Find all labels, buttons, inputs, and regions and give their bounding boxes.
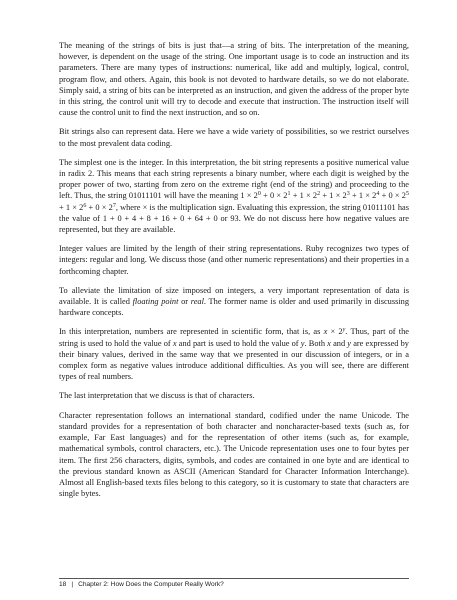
- italic-text: floating point: [132, 297, 179, 307]
- footer-divider: [59, 578, 409, 579]
- superscript-exponent: 7: [112, 202, 116, 209]
- text-run: . Thus, part of the string is used to hold the value of: [59, 327, 409, 348]
- text-run: + 0 × 2: [260, 191, 288, 201]
- italic-text: x: [327, 338, 331, 348]
- superscript-exponent: 5: [405, 191, 409, 198]
- text-run: To alleviate the limitation of size imposed on integers, a very important representation of data is available. It is called: [59, 285, 409, 307]
- italic-text: x: [323, 327, 328, 337]
- text-run: + 0 × 2: [379, 191, 406, 201]
- text-run: Integer values are limited by the length of their string representations. Ruby recognizes two types of integers: regular and long. We discuss those (and other numeric representations) and their properties in a forthcoming chapter.: [59, 244, 409, 276]
- superscript-exponent: 6: [83, 202, 87, 209]
- paragraph: [59, 390, 409, 401]
- text-run: + 1 × 2: [349, 191, 377, 201]
- text-run: . The former name is older and used primarily in discussing hardware concepts.: [59, 297, 409, 318]
- paragraph: [59, 126, 409, 148]
- text-run: are expressed by their binary values, derived in the same way that we presented in our discussion of integers, or in a complex form as negative values introduce additional difficulties. As you will see, there are different types of real numbers.: [59, 338, 409, 382]
- superscript-exponent: 2: [317, 191, 321, 198]
- text-run: + 1 × 2: [59, 202, 84, 212]
- text-run: + 1 × 2: [290, 191, 318, 201]
- text-run: The meaning of the strings of bits is just that—a string of bits. The interpretation of the meaning, however, is dependent on the usage of the string. One important usage is to code an instruction and its parameters. There are many types of instructions: numerical, like add and multiply, logical, control, program flow, and others. Again, this book is not devoted to hardware details, so we do not elaborate. Simply said, a string of bits can be interpreted as an instruction, and given the address of the proper byte in this string, the control unit will try to decode and execute that instruction. The instruction itself will cause the control unit to find the next instruction, and so on.: [59, 41, 409, 118]
- paragraph: [59, 40, 409, 118]
- text-run: + 1 × 2: [320, 191, 347, 201]
- paragraph: [59, 326, 409, 382]
- text-run: + 0 × 2: [86, 202, 113, 212]
- superscript-exponent: 0: [257, 191, 261, 198]
- text-run: In this interpretation, numbers are represented in scientific form, that is, as: [59, 327, 324, 337]
- page-number: 18: [59, 581, 67, 588]
- superscript-exponent: 1: [287, 191, 291, 198]
- page-body: [59, 40, 409, 507]
- text-run: , where × is the multiplication sign. Evaluating this expression, the string 01011101 has the value of 1 + 0 + 4 + 8 + 16 + 0 + 64 + 0 or 93. We do not discuss here how negative values are represented, but they are available.: [59, 202, 409, 235]
- text-run: The simplest one is the integer. In this interpretation, the bit string represents a positive numerical value in radix 2. This means that each string represents a binary number, where each digit is weighed by the proper power of two, starting from zero on the extreme right (end of the string) and proceeding to the left. Thus, the string 01011101 will have the meaning 1 × 2: [59, 157, 409, 201]
- chapter-title: Chapter 2: How Does the Computer Really Work?: [78, 581, 224, 588]
- text-run: Bit strings also can represent data. Here we have a wide variety of possibilities, so we restrict ourselves to the most prevalent data coding.: [59, 127, 409, 148]
- text-run: or: [178, 297, 191, 307]
- page-footer: [59, 581, 224, 588]
- footer-separator: |: [71, 581, 74, 588]
- text-run: × 2: [327, 327, 343, 337]
- text-run: The last interpretation that we discuss is that of characters.: [59, 391, 255, 401]
- paragraph: [59, 243, 409, 277]
- text-run: Character representation follows an international standard, codified under the name Unicode. The standard provides for a representation of both character and noncharacter-based texts (such as, for example, Far East languages) and for the representation of other items (such as, for example, mathematical symbols, control characters, etc.). The Unicode representation uses one to four bytes per item. The first 256 characters, digits, symbols, and codes are contained in one byte and are identical to the previous standard known as ASCII (American Standard for Character Information Interchange). Almost all English-based texts files belong to this category, so it is customary to state that characters are single bytes.: [59, 410, 409, 499]
- paragraph: [59, 285, 409, 319]
- superscript-exponent: 4: [376, 191, 380, 198]
- superscript-exponent: 3: [346, 191, 350, 198]
- text-run: and part is used to hold the value of: [176, 338, 301, 348]
- italic-text: x: [172, 338, 177, 348]
- text-run: . Both: [304, 338, 328, 348]
- italic-text: y: [300, 338, 305, 348]
- italic-text: y: [347, 338, 352, 348]
- text-run: and: [330, 338, 348, 348]
- paragraph: [59, 157, 409, 235]
- paragraph: [59, 410, 409, 500]
- italic-text: real: [190, 297, 204, 307]
- superscript-exponent: y: [342, 327, 346, 334]
